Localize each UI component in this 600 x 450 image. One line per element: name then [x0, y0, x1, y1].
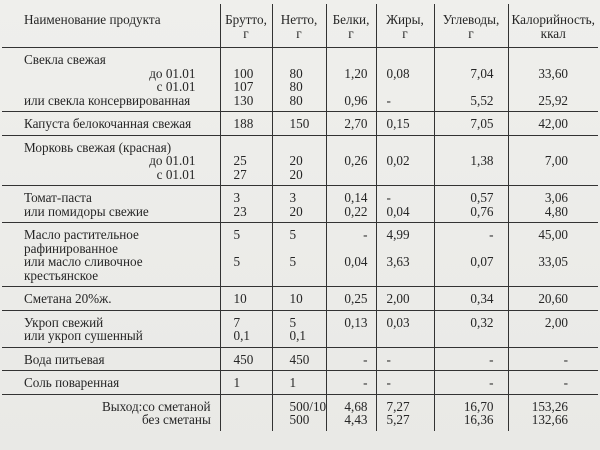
value-zhiry [377, 80, 434, 94]
product-name-cell [2, 287, 220, 311]
value-kal: - [563, 375, 568, 390]
product-name-line: крестьянское [24, 267, 99, 283]
value-zhiry [377, 141, 434, 155]
cell-netto [272, 135, 326, 186]
cell-netto [272, 112, 326, 136]
cell-kal [508, 371, 598, 395]
value-brutto: 450 [233, 351, 254, 367]
value-netto: 80 [289, 92, 303, 108]
value-zhiry: 0,03 [386, 314, 410, 330]
value-kal: 33,60 [538, 65, 568, 81]
value-brutto: 130 [233, 92, 254, 108]
product-name-cell [2, 48, 220, 112]
product-name-cell [2, 371, 220, 395]
header-belki: Белки, г [326, 4, 376, 48]
cell-zhiry [376, 48, 434, 112]
cell-netto [272, 186, 326, 223]
value-ugl: - [489, 375, 494, 390]
table-row [2, 347, 598, 371]
value-belki: 0,13 [344, 314, 368, 330]
value-belki: 0,14 [344, 190, 368, 205]
value-belki [327, 242, 376, 256]
output-cell-brutto [220, 394, 272, 431]
output-value-kal: 132,66 [531, 412, 568, 427]
header-name: Наименование продукта [2, 4, 220, 48]
cell-kal [508, 287, 598, 311]
value-netto: 80 [289, 65, 303, 81]
table-row [2, 223, 598, 287]
value-netto: 20 [289, 166, 303, 182]
cell-ugl [434, 112, 508, 136]
cell-ugl [434, 347, 508, 371]
product-name-line: Капуста белокочанная свежая [24, 116, 192, 131]
output-cell-ugl [434, 394, 508, 431]
output-cell-kal [508, 394, 598, 431]
value-zhiry [377, 329, 434, 343]
product-name-line: Свекла свежая [24, 52, 106, 67]
value-belki: 0,25 [344, 291, 368, 306]
value-netto: 10 [289, 291, 303, 306]
cell-ugl [434, 310, 508, 347]
value-kal [509, 329, 599, 343]
value-brutto: 23 [233, 203, 247, 219]
table-body [2, 48, 598, 431]
cell-zhiry [376, 371, 434, 395]
table-row [2, 112, 598, 136]
product-name-line: или масло сливочное [24, 254, 143, 269]
value-kal [509, 168, 599, 182]
value-zhiry: 0,08 [386, 65, 410, 81]
value-kal [509, 53, 599, 67]
value-zhiry [377, 242, 434, 256]
cell-ugl [434, 287, 508, 311]
cell-brutto [220, 371, 272, 395]
value-belki [327, 53, 376, 67]
value-zhiry [377, 168, 434, 182]
value-kal: 7,00 [544, 153, 568, 168]
value-zhiry: - [386, 190, 391, 205]
value-kal: 3,06 [544, 190, 568, 205]
cell-ugl [434, 371, 508, 395]
value-kal: 33,05 [538, 254, 568, 269]
value-ugl: 0,34 [470, 291, 494, 306]
value-belki: - [363, 227, 368, 242]
value-netto: 450 [289, 351, 310, 367]
product-name-cell [2, 112, 220, 136]
cell-belki [326, 223, 376, 287]
cell-netto [272, 347, 326, 371]
output-value-ugl: 16,70 [463, 398, 494, 414]
value-belki: 1,20 [344, 65, 368, 81]
value-kal: 20,60 [538, 291, 568, 306]
value-brutto: 188 [233, 116, 254, 131]
cell-zhiry [376, 135, 434, 186]
product-name-line: или помидоры свежие [24, 203, 149, 219]
cell-zhiry [376, 347, 434, 371]
value-zhiry: 2,00 [386, 291, 410, 306]
cell-belki [326, 48, 376, 112]
cell-netto [272, 287, 326, 311]
product-name-cell [2, 223, 220, 287]
product-name-line: до 01.01 [149, 153, 196, 168]
cell-netto [272, 223, 326, 287]
value-ugl: 0,57 [470, 190, 494, 205]
value-brutto: 100 [233, 65, 254, 81]
value-ugl: 7,04 [470, 65, 494, 81]
value-kal [509, 141, 599, 155]
output-value-kal: 153,26 [531, 398, 568, 414]
value-netto: 5 [289, 314, 297, 330]
value-belki: 2,70 [344, 116, 368, 131]
cell-zhiry [376, 287, 434, 311]
value-netto: 150 [289, 116, 310, 131]
value-brutto [221, 141, 272, 155]
value-belki [327, 168, 376, 182]
product-name-line: Морковь свежая (красная) [24, 139, 172, 155]
cell-kal [508, 112, 598, 136]
product-name-line: Укроп свежий [24, 314, 104, 330]
value-ugl: 0,07 [470, 254, 494, 269]
cell-zhiry [376, 310, 434, 347]
output-cell-belki [326, 394, 376, 431]
value-brutto: 10 [233, 291, 247, 306]
value-ugl: - [489, 351, 494, 367]
value-kal: 2,00 [544, 314, 568, 330]
cell-brutto [220, 112, 272, 136]
cell-netto [272, 371, 326, 395]
output-value-zhiry: 7,27 [386, 398, 410, 414]
product-name-cell [2, 347, 220, 371]
value-netto [273, 242, 326, 256]
value-netto: 0,1 [289, 328, 306, 343]
value-belki [327, 80, 376, 94]
value-netto [273, 141, 326, 155]
output-value-belki: 4,43 [344, 412, 368, 427]
value-netto: 5 [289, 254, 297, 269]
value-kal: 45,00 [538, 227, 568, 242]
cell-belki [326, 371, 376, 395]
value-zhiry: - [386, 375, 391, 390]
value-brutto [221, 269, 272, 283]
output-label: Выход:со сметаной [102, 398, 211, 414]
value-ugl [435, 269, 508, 283]
output-value-netto: 500/10 [289, 398, 327, 414]
value-belki: 0,04 [344, 254, 368, 269]
cell-brutto [220, 135, 272, 186]
product-name-line: до 01.01 [149, 65, 196, 81]
value-netto: 80 [289, 79, 303, 94]
cell-zhiry [376, 186, 434, 223]
value-netto: 1 [289, 375, 297, 390]
product-name-cell [2, 186, 220, 223]
value-belki: - [363, 375, 368, 390]
cell-netto [272, 48, 326, 112]
value-ugl: 5,52 [470, 92, 494, 108]
value-belki [327, 141, 376, 155]
output-value-brutto [221, 413, 272, 427]
value-brutto: 5 [233, 254, 241, 269]
value-ugl: - [489, 227, 494, 242]
value-netto [273, 53, 326, 67]
product-name-line: с 01.01 [156, 79, 196, 94]
value-zhiry: 0,15 [386, 116, 410, 131]
table-header-row [2, 4, 598, 48]
value-brutto: 107 [233, 79, 254, 94]
table-row [2, 371, 598, 395]
value-belki [327, 329, 376, 343]
value-brutto: 5 [233, 227, 241, 242]
cell-belki [326, 310, 376, 347]
table-row [2, 135, 598, 186]
output-value-brutto [221, 400, 272, 414]
cell-brutto [220, 310, 272, 347]
output-row [2, 394, 598, 431]
cell-ugl [434, 223, 508, 287]
value-kal: - [563, 351, 568, 367]
cell-belki [326, 186, 376, 223]
value-zhiry: - [386, 351, 391, 367]
value-zhiry: 3,63 [386, 254, 410, 269]
value-kal: 25,92 [538, 92, 568, 108]
cell-zhiry [376, 112, 434, 136]
value-zhiry: - [386, 92, 391, 108]
value-brutto [221, 242, 272, 256]
value-ugl [435, 329, 508, 343]
value-belki: 0,96 [344, 92, 368, 108]
value-ugl [435, 168, 508, 182]
cell-netto [272, 310, 326, 347]
value-ugl: 0,76 [470, 203, 494, 219]
output-value-belki: 4,68 [344, 398, 368, 414]
table-row [2, 287, 598, 311]
cell-kal [508, 186, 598, 223]
table-row [2, 310, 598, 347]
cell-brutto [220, 186, 272, 223]
output-cell-netto [272, 394, 326, 431]
product-name-line: Томат-паста [24, 190, 92, 205]
product-name-line: или укроп сушенный [24, 328, 143, 343]
cell-kal [508, 48, 598, 112]
header-kal: Калорийность, ккал [508, 4, 598, 48]
header-netto: Нетто, г [272, 4, 326, 48]
value-ugl [435, 242, 508, 256]
cell-belki [326, 112, 376, 136]
value-netto: 20 [289, 153, 303, 168]
value-belki: 0,22 [344, 203, 368, 219]
value-ugl [435, 53, 508, 67]
table-row [2, 186, 598, 223]
product-name-cell [2, 310, 220, 347]
value-ugl: 1,38 [470, 153, 494, 168]
value-kal [509, 80, 599, 94]
value-belki: - [363, 351, 368, 367]
output-label-cell [2, 394, 220, 431]
value-belki [327, 269, 376, 283]
cell-brutto [220, 48, 272, 112]
value-ugl [435, 141, 508, 155]
cell-belki [326, 135, 376, 186]
cell-brutto [220, 223, 272, 287]
cell-belki [326, 287, 376, 311]
value-kal [509, 242, 599, 256]
cell-kal [508, 223, 598, 287]
header-brutto: Брутто, г [220, 4, 272, 48]
recipe-table [2, 4, 598, 431]
value-netto: 5 [289, 227, 297, 242]
value-brutto [221, 53, 272, 67]
value-brutto: 7 [233, 314, 241, 330]
cell-brutto [220, 347, 272, 371]
output-value-ugl: 16,36 [463, 412, 494, 427]
value-zhiry: 4,99 [386, 227, 410, 242]
output-cell-zhiry [376, 394, 434, 431]
value-ugl: 0,32 [470, 314, 494, 330]
cell-brutto [220, 287, 272, 311]
value-kal: 42,00 [538, 116, 568, 131]
product-name-line: рафинированное [24, 240, 118, 256]
product-name-line: Сметана 20%ж. [24, 291, 112, 306]
value-ugl: 7,05 [470, 116, 494, 131]
value-ugl [435, 80, 508, 94]
value-kal [509, 269, 599, 283]
cell-belki [326, 347, 376, 371]
value-kal: 4,80 [544, 203, 568, 219]
header-zhiry: Жиры, г [376, 4, 434, 48]
product-name-line: Соль поваренная [24, 375, 120, 390]
cell-ugl [434, 48, 508, 112]
output-value-zhiry: 5,27 [386, 412, 410, 427]
cell-ugl [434, 186, 508, 223]
product-name-line: или свекла консервированная [24, 92, 191, 108]
value-brutto: 27 [233, 166, 247, 182]
cell-kal [508, 310, 598, 347]
value-netto: 3 [289, 190, 297, 205]
output-value-netto: 500 [289, 412, 310, 427]
product-name-line: с 01.01 [156, 166, 196, 182]
value-brutto: 3 [233, 190, 241, 205]
value-netto: 20 [289, 203, 303, 219]
cell-kal [508, 135, 598, 186]
value-zhiry [377, 53, 434, 67]
value-zhiry: 0,04 [386, 203, 410, 219]
value-brutto: 1 [233, 375, 241, 390]
table-row [2, 48, 598, 112]
output-label: без сметаны [142, 412, 211, 427]
product-name-line: Масло растительное [24, 227, 139, 242]
value-zhiry: 0,02 [386, 153, 410, 168]
cell-zhiry [376, 223, 434, 287]
value-brutto: 0,1 [233, 328, 250, 343]
product-name-cell [2, 135, 220, 186]
value-zhiry [377, 269, 434, 283]
cell-kal [508, 347, 598, 371]
value-brutto: 25 [233, 153, 247, 168]
cell-ugl [434, 135, 508, 186]
value-netto [273, 269, 326, 283]
product-name-line: Вода питьевая [24, 351, 105, 367]
value-belki: 0,26 [344, 153, 368, 168]
header-ugl: Углеводы, г [434, 4, 508, 48]
